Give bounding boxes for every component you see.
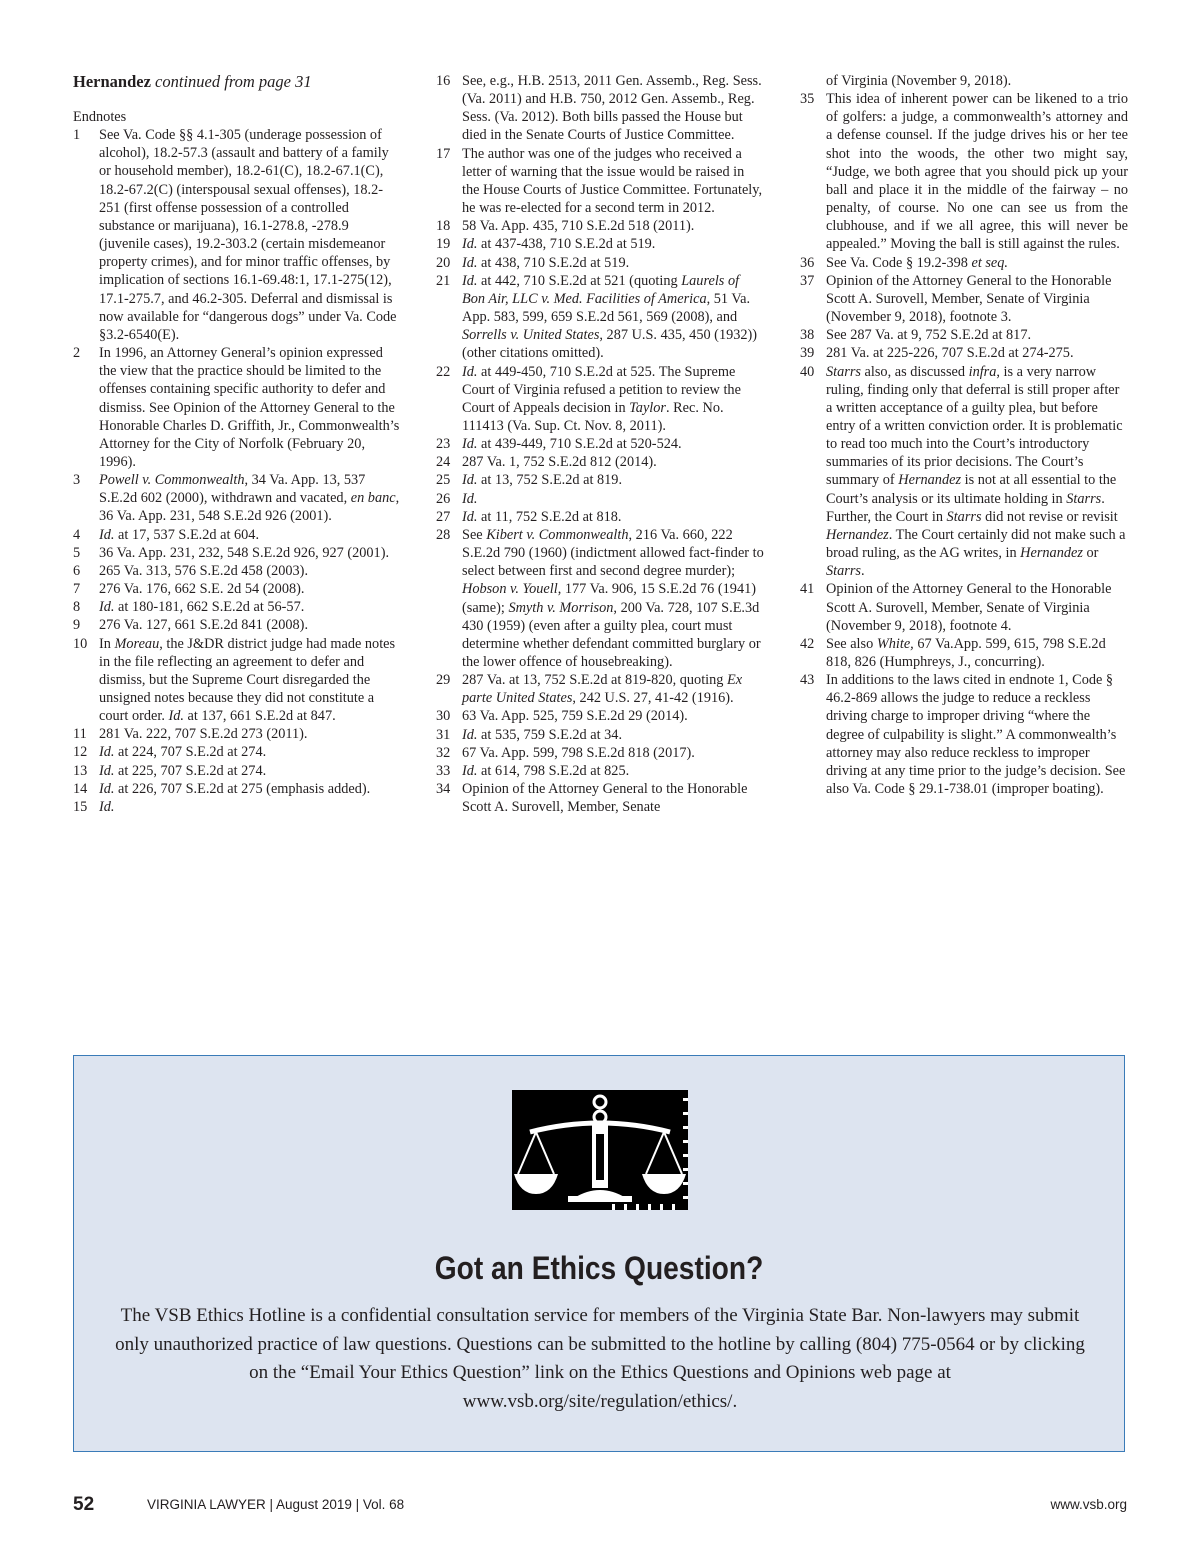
- scales-of-justice-icon: [512, 1090, 688, 1210]
- endnote: 35 This idea of inherent power can be likened to a trio of golfers: a judge, a commonwealth’s attorney and a defense counsel. If the judge drives his or her tee shot into the woods, the other two might say, “Judge, we both agree that you should pick up your ball and place it in the middle of the fairway – no penalty, of course. No one can see us from the clubhouse, and if we all agree, this will never be appealed.” Moving the ball is still against the rules.: [800, 91, 1128, 253]
- endnote: 12 Id. at 224, 707 S.E.2d at 274.: [73, 744, 267, 761]
- endnote: 26 Id.: [436, 490, 478, 507]
- page-number: 52: [73, 1494, 95, 1515]
- endnote: 13 Id. at 225, 707 S.E.2d at 274.: [73, 762, 267, 779]
- ethics-title: Got an Ethics Question?: [434, 1250, 764, 1286]
- endnote: 43 In additions to the laws cited in endnote 1, Code § 46.2-869 allows the judge to reduce a reckless driving charge to improper driving “where the degree of culpability is slight.” A commonwealth’s attorney may also reduce reckless to improper driving at any time prior to the judge’s decision. See also Va. Code § 29.1-738.01 (improper boating).: [800, 672, 1126, 798]
- endnote: 4 Id. at 17, 537 S.E.2d at 604.: [73, 526, 260, 543]
- endnote: 1 See Va. Code §§ 4.1-305 (underage possession of alcohol), 18.2-57.3 (assault and battery of a family or household member), 18.2-61(C), 18.2-67.1(C), 18.2-67.2(C) (interspousal sexual offenses), 18.2-251 (first offense possession of a controlled substance or marijuana), 16.1-278.8, -278.9 (juvenile cases), 19.2-303.2 (certain misdemeanor property crimes), and for minor traffic offenses, by implication of sections 16.1-69.48:1, 17.1-275(12), 17.1-275.7, and 46.2-305. Deferral and dismissal is now available for “dangerous dogs” under Va. Code §3.2-6540(E).: [73, 127, 397, 343]
- endnote: 27 Id. at 11, 752 S.E.2d at 818.: [436, 508, 622, 525]
- endnote: 15 Id.: [73, 798, 115, 815]
- endnote: 25 Id. at 13, 752 S.E.2d at 819.: [436, 472, 623, 489]
- endnote: 38 See 287 Va. at 9, 752 S.E.2d at 817.: [800, 327, 1032, 344]
- endnotes-column-3: [800, 72, 1128, 798]
- endnote: 11 281 Va. 222, 707 S.E.2d 273 (2011).: [73, 726, 308, 743]
- endnote: 33 Id. at 614, 798 S.E.2d at 825.: [436, 762, 630, 779]
- endnote: 32 67 Va. App. 599, 798 S.E.2d 818 (2017).: [436, 744, 695, 761]
- endnote: 36 See Va. Code § 19.2-398 et seq.: [800, 254, 1008, 271]
- endnote: 24 287 Va. 1, 752 S.E.2d 812 (2014).: [436, 454, 657, 471]
- endnote: 37 Opinion of the Attorney General to the Honorable Scott A. Surovell, Member, Senate of Virginia (November 9, 2018), footnote 3.: [800, 272, 1112, 326]
- endnote: 34 Opinion of the Attorney General to the Honorable Scott A. Surovell, Member, Senate: [436, 781, 748, 816]
- endnote: 16 See, e.g., H.B. 2513, 2011 Gen. Assemb., Reg. Sess. (Va. 2011) and H.B. 750, 2012 Gen. Assemb., Reg. Sess. (Va. 2012). Both bills passed the House but died in the Senate Courts of Justice Committee.: [436, 73, 762, 144]
- ethics-description: The VSB Ethics Hotline is a confidential consultation service for members of the Virginia State Bar. Non-lawyers may submit only unauthorized practice of law questions. Questions can be submitted to the hotline by calling (804) 775-0564 or by clicking on the “Email Your Ethics Question” link on the Ethics Questions and Opinions web page at www.vsb.org/site/regulation/ethics/.: [115, 1305, 1085, 1412]
- article-name: Hernandez: [73, 72, 151, 91]
- endnote: 29 287 Va. at 13, 752 S.E.2d at 819-820, quoting Ex parte United States, 242 U.S. 27, 41-42 (1916).: [436, 672, 743, 707]
- endnotes-list: [800, 72, 1128, 798]
- continued-from: continued from page 31: [155, 72, 312, 91]
- endnote: 18 58 Va. App. 435, 710 S.E.2d 518 (2011).: [436, 218, 695, 235]
- endnote: 42 See also White, 67 Va.App. 599, 615, 798 S.E.2d 818, 826 (Humphreys, J., concurring).: [800, 635, 1106, 670]
- endnote: 2 In 1996, an Attorney General’s opinion expressed the view that the practice should be limited to the offenses containing specific authority to defer and dismiss. See Opinion of the Attorney General to the Honorable Charles D. Griffith, Jr., Commonwealth’s Attorney for the City of Norfolk (February 20, 1996).: [73, 345, 400, 470]
- endnotes-list: [436, 72, 764, 816]
- endnote: 22 Id. at 449-450, 710 S.E.2d at 525. The Supreme Court of Virginia refused a petition to review the Court of Appeals decision in Taylor. Rec. No. 111413 (Va. Sup. Ct. Nov. 8, 2011).: [436, 363, 741, 434]
- endnote: 9 276 Va. 127, 661 S.E.2d 841 (2008).: [73, 617, 309, 634]
- endnote: 28 See Kibert v. Commonwealth, 216 Va. 660, 222 S.E.2d 790 (1960) (indictment allowed fact-finder to select between first and second degree murder); Hobson v. Youell, 177 Va. 906, 15 S.E.2d 76 (1941) (same); Smyth v. Morrison, 200 Va. 728, 107 S.E.3d 430 (1959) (even after a guilty plea, court must determine whether defendant committed burglary or the lower offence of housebreaking).: [436, 526, 764, 670]
- endnote: 5 36 Va. App. 231, 232, 548 S.E.2d 926, 927 (2001).: [73, 544, 390, 561]
- website-url: www.vsb.org: [1050, 1497, 1127, 1512]
- endnote: 20 Id. at 438, 710 S.E.2d at 519.: [436, 254, 630, 271]
- endnote: 21 Id. at 442, 710 S.E.2d at 521 (quoting Laurels of Bon Air, LLC v. Med. Facilities of America, 51 Va. App. 583, 599, 659 S.E.2d 561, 569 (2008), and Sorrells v. United States, 287 U.S. 435, 450 (1932)) (other citations omitted).: [436, 272, 758, 362]
- endnote: 30 63 Va. App. 525, 759 S.E.2d 29 (2014).: [436, 708, 688, 725]
- continued-header: [73, 72, 400, 92]
- endnotes-heading: Endnotes: [73, 109, 127, 125]
- endnote: 3 Powell v. Commonwealth, 34 Va. App. 13, 537 S.E.2d 602 (2000), withdrawn and vacated, en banc, 36 Va. App. 231, 548 S.E.2d 926 (2001).: [73, 472, 400, 525]
- publication-info: VIRGINIA LAWYER | August 2019 | Vol. 68: [147, 1497, 405, 1512]
- endnote: 6 265 Va. 313, 576 S.E.2d 458 (2003).: [73, 562, 309, 579]
- endnote: 19 Id. at 437-438, 710 S.E.2d at 519.: [436, 236, 656, 253]
- ethics-hotline-box: [73, 1055, 1125, 1452]
- endnote: 10 In Moreau, the J&DR district judge had made notes in the file reflecting an agreement to defer and dismiss, but the Supreme Court disregarded the unsigned notes because they did not constitute a court order. Id. at 137, 661 S.E.2d at 847.: [73, 635, 396, 725]
- endnote: 23 Id. at 439-449, 710 S.E.2d at 520-524.: [436, 436, 682, 453]
- endnotes-list: [73, 126, 400, 816]
- endnote: 7 276 Va. 176, 662 S.E. 2d 54 (2008).: [73, 581, 305, 598]
- endnote: 31 Id. at 535, 759 S.E.2d at 34.: [436, 726, 623, 743]
- endnote: 41 Opinion of the Attorney General to the Honorable Scott A. Surovell, Member, Senate of Virginia (November 9, 2018), footnote 4.: [800, 581, 1112, 634]
- endnotes-column-1: [73, 72, 400, 816]
- endnote: 39 281 Va. at 225-226, 707 S.E.2d at 274-275.: [800, 345, 1074, 362]
- endnotes-column-2: [436, 72, 764, 816]
- endnote: 14 Id. at 226, 707 S.E.2d at 275 (emphasis added).: [73, 780, 371, 797]
- endnote: 17 The author was one of the judges who received a letter of warning that the issue would be raised in the House Courts of Justice Committee. Fortunately, he was re-elected for a second term in 2012.: [436, 145, 763, 217]
- endnote-continuation: of Virginia (November 9, 2018).: [826, 73, 1012, 89]
- endnote: 40 Starrs also, as discussed infra, is a very narrow ruling, finding only that deferral is still proper after a written acceptance of a guilty plea, but before entry of a written conviction order. It is problematic to read too much into the Court’s introductory summaries of its prior decisions. The Court’s summary of Hernandez is not at all essential to the Court’s analysis or its ultimate holding in Starrs. Further, the Court in Starrs did not revise or revisit Hernandez. The Court certainly did not make such a broad ruling, as the AG writes, in Hernandez or Starrs.: [800, 363, 1126, 580]
- endnote: 8 Id. at 180-181, 662 S.E.2d at 56-57.: [73, 599, 305, 616]
- page-footer: [73, 1493, 1127, 1517]
